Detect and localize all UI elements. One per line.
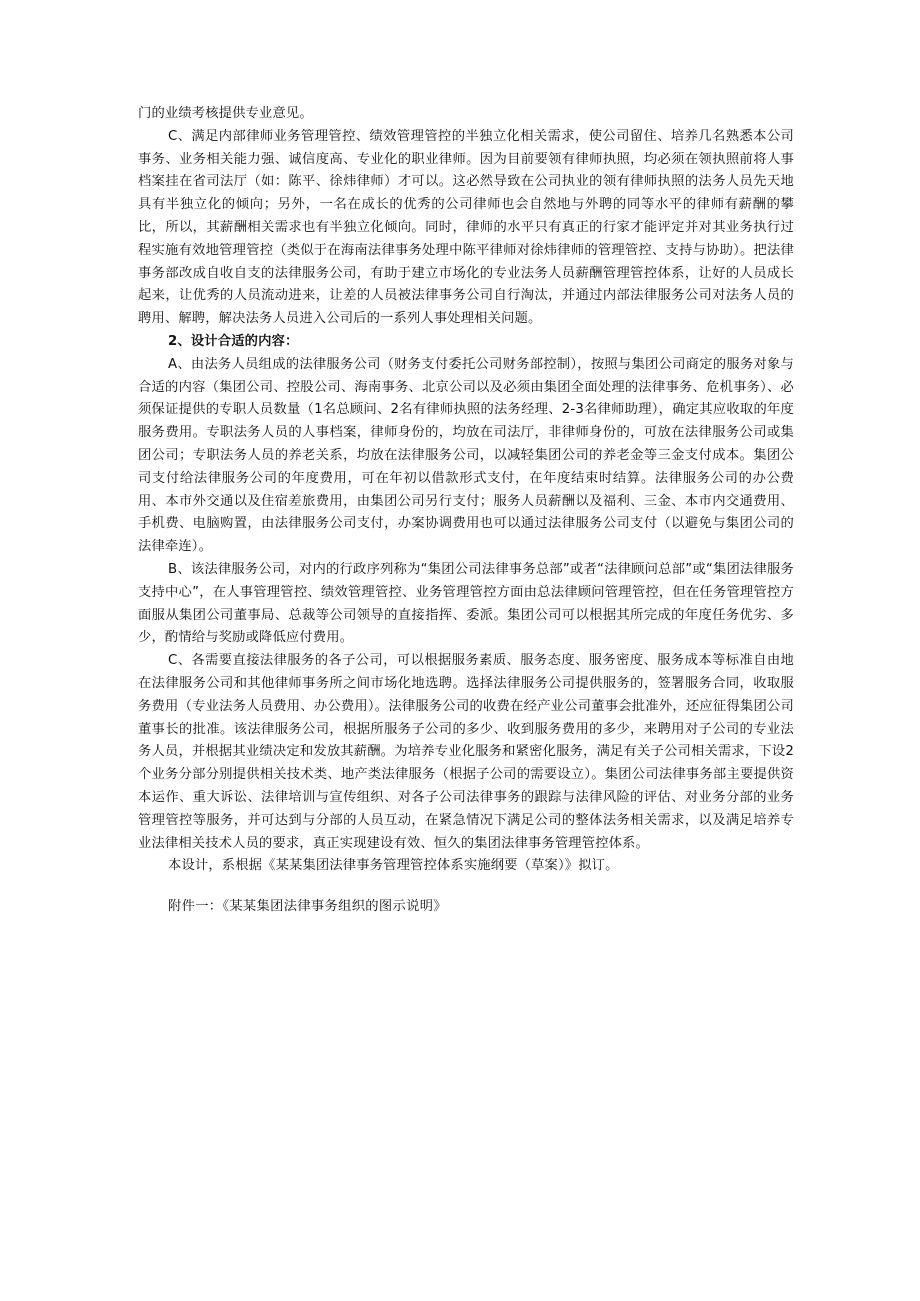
paragraph-b-administrative-sequence: B、该法律服务公司，对内的行政序列称为“集团公司法律事务总部”或者“法律顾问总部”或“集团法律服务支持中心”，在人事管理管控、绩效管理管控、业务管理管控方面由总法律顾问管理管控，但在任务管理管控方面服从集团公司董事局、总裁等公司领导的直接指挥、委派。集团公司可以根据其所完成的年度任务优劣、多少，酌情给与奖励或降低应付费用。 <box>138 561 794 646</box>
paragraph-c-subsidiaries: C、各需要直接法律服务的各子公司，可以根据服务素质、服务态度、服务密度、服务成本等标准自由地在法律服务公司和其他律师事务所之间市场化地选聘。选择法律服务公司提供服务的，签署服务合同，收取服务费用（专业法务人员费用、办公费用）。法律服务公司的收费在经产业公司董事会批准外，还应征得集团公司董事长的批准。该法律服务公司，根据所服务子公司的多少、收到服务费用的多少，来聘用对子公司的专业法务人员，并根据其业绩决定和发放其薪酬。为培养专业化服务和紧密化服务，满足有关子公司相关需求，下设2个业务分部分别提供相关技术类、地产类法律服务（根据子公司的需要设立）。集团公司法律事务部主要提供资本运作、重大诉讼、法律培训与宣传组织、对各子公司法律事务的跟踪与法律风险的评估、对业务分部的业务管理管控等服务，并可达到与分部的人员互动，在紧急情况下满足公司的整体法务相关需求，以及满足培养专业法律相关技术人员的要求，真正实现建设有效、恒久的集团法律事务管理管控体系。 <box>138 653 794 851</box>
paragraph-spacer <box>138 878 794 896</box>
section-heading-design-content: 2、设计合适的内容： <box>168 333 299 349</box>
paragraph-continuation: 门的业绩考核提供专业意见。 <box>138 106 313 121</box>
attachment-reference: 附件一：《某某集团法律事务组织的图示说明》 <box>168 899 447 915</box>
document-body <box>138 103 794 919</box>
paragraph-basis-statement: 本设计，系根据《某某集团法律事务管理管控体系实施纲要（草案）》拟订。 <box>168 858 619 874</box>
paragraph-c-internal-lawyers: C、满足内部律师业务管理管控、绩效管理管控的半独立化相关需求，使公司留住、培养几名熟悉本公司事务、业务相关能力强、诚信度高、专业化的职业律师。因为目前要领有律师执照，均必须在领执照前将人事档案挂在省司法厅（如：陈平、徐炜律师）才可以。这必然导致在公司执业的领有律师执照的法务人员先天地具有半独立化的倾向；另外，一名在成长的优秀的公司律师也会自然地与外聘的同等水平的律师有薪酬的攀比，所以，其薪酬相关需求也有半独立化倾向。同时，律师的水平只有真正的行家才能评定并对其业务执行过程实施有效地管理管控（类似于在海南法律事务处理中陈平律师对徐炜律师的管理管控、支持与协助）。把法律事务部改成自收自支的法律服务公司，有助于建立市场化的专业法务人员薪酬管理管控体系，让好的人员成长起来，让优秀的人员流动进来，让差的人员被法律事务公司自行淘汰，并通过内部法律服务公司对法务人员的聘用、解聘，解决法务人员进入公司后的一系列人事处理相关问题。 <box>138 128 794 327</box>
paragraph-a-legal-service-company: A、由法务人员组成的法律服务公司（财务支付委托公司财务部控制），按照与集团公司商定的服务对象与合适的内容（集团公司、控股公司、海南事务、北京公司以及必须由集团全面处理的法律事务、危机事务）、必须保证提供的专职人员数量（1名总顾问、2名有律师执照的法务经理、2-3名律师助理），确定其应收取的年度服务费用。专职法务人员的人事档案，律师身份的，均放在司法厅，非律师身份的，可放在法律服务公司或集团公司；专职法务人员的养老关系，均放在法律服务公司，以减轻集团公司的养老金等三金支付成本。集团公司支付给法律服务公司的年度费用，可在年初以借款形式支付，在年度结束时结算。法律服务公司的办公费用、本市外交通以及住宿差旅费用，由集团公司另行支付；服务人员薪酬以及福利、三金、本市内交通费用、手机费、电脑购置，由法律服务公司支付，办案协调费用也可以通过法律服务公司支付（以避免与集团公司的法律牵连）。 <box>138 356 794 555</box>
